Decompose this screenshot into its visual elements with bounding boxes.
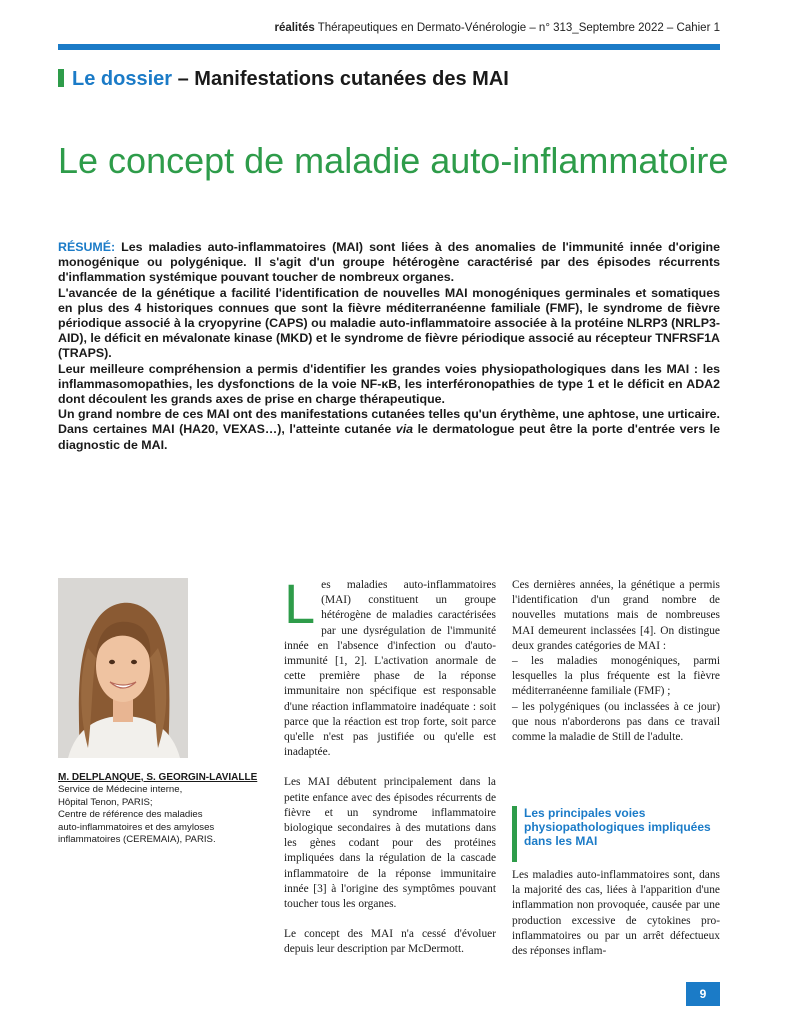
body-paragraph-2: Les MAI débutent principalement dans la petite enfance avec des épisodes récurrents de fièvre et un syndrome inflammatoire biologique secondaires à des mutations dans les gènes codant pour des protéines impliquées dans la régulation de la cascade inflammatoire de la réponse immunitaire innée [3] à l'origine des symptômes pouvant toucher tous les organes. xyxy=(284,776,496,911)
section-marker xyxy=(58,69,64,87)
page-number: 9 xyxy=(686,982,720,1006)
body-column-1 xyxy=(284,572,496,973)
body-paragraph-4: Ces dernières années, la génétique a permis l'identification d'un grand nombre de nouvelles mutations mais de nombreuses MAI demeurent inclassées [4]. On distingue deux grandes catégories de MAI : xyxy=(512,579,720,652)
section-label: Le dossier xyxy=(72,68,173,90)
author-affiliation-4: auto-inflammatoires et des amyloses xyxy=(58,821,215,833)
abstract-paragraph xyxy=(58,240,720,286)
abstract-text-via: via xyxy=(395,422,414,437)
section-topic: Manifestations cutanées des MAI xyxy=(194,68,509,90)
author-affiliation-5: inflammatoires (CEREMAIA), PARIS. xyxy=(58,834,216,846)
body-paragraph-1 xyxy=(284,572,496,760)
section-separator: – xyxy=(172,68,195,90)
body-paragraph-5: – les maladies monogéniques, parmi lesquelles la plus fréquente est la fièvre méditerranéenne familiale (FMF) ; xyxy=(512,655,720,698)
section-subheading: Les principales voies physiopathologiques impliquées dans les MAI xyxy=(512,806,720,848)
abstract-text-2: L'avancée de la génétique a facilité l'identification de nouvelles MAI monogéniques germinales et somatiques en plus des 4 historiques connues que sont la fièvre méditerranéenne familiale (FMF), le syndrome de fièvre périodique associé à la cryopyrine (CAPS) ou maladie auto-inflammatoire associée à la protéine NLRP3 (NRLP3-AID), le déficit en mévalonate kinase (MKD) et le syndrome de fièvre périodique associé au récepteur TNFRSF1A (TRAPS). xyxy=(58,285,720,361)
article-title: Le concept de maladie auto-inflammatoire xyxy=(58,140,729,181)
body-text-1: es maladies auto-inflammatoires (MAI) constituent un groupe hétérogène de maladies caractérisées par une dysrégulation de l'immunité innée en l'absence d'infection ou d'auto-immunité [1, 2]. L'activation anormale de cette première phase de la réponse immunitaire non spécifique est responsable d'une réaction inflammatoire inadéquate : soit parce que la réaction est trop forte, soit parce qu'elle n'est pas justifiée ou qu'elle est inadaptée. xyxy=(284,579,496,759)
author-affiliation-2: Hôpital Tenon, PARIS; xyxy=(58,796,153,808)
abstract-text-1: Les maladies auto-inflammatoires (MAI) sont liées à des anomalies de l'immunité innée d'origine monogénique ou polygénique. Il s'agit d'un groupe hétérogène caractérisé par des épisodes récurrents d'inflammation systémique pouvant toucher de nombreux organes. xyxy=(58,240,720,285)
body-column-2-continued xyxy=(512,868,720,959)
abstract-text-4b: le dermatologue peut être la porte d'entrée vers le diagnostic de MAI. xyxy=(58,422,720,452)
drop-cap: L xyxy=(284,572,316,635)
body-paragraph-6: – les polygéniques (ou inclassées à ce jour) que nous n'aborderons pas dans ce travail comme la maladie de Still de l'adulte. xyxy=(512,700,720,744)
abstract xyxy=(58,240,720,453)
section-title xyxy=(58,68,509,91)
body-paragraph-7: Les maladies auto-inflammatoires sont, dans la majorité des cas, liées à l'apparition d'une inflammation non provoquée, causée par une production excessive de cytokines pro-inflammatoires ou par un arrêt défectueux des réponses inflam- xyxy=(512,869,720,958)
abstract-text-4a: Un grand nombre de ces MAI ont des manifestations cutanées telles qu'un érythème, une aphtose, une urticaire. Dans certaines MAI (HA20, VEXAS…), l'atteinte cutanée xyxy=(58,407,720,437)
author-photo xyxy=(58,578,188,758)
author-names: M. DELPLANQUE, S. GEORGIN-LAVIALLE xyxy=(58,772,258,783)
abstract-paragraph-4 xyxy=(58,407,720,453)
author-affiliation-1: Service de Médecine interne, xyxy=(58,784,183,796)
header-rule xyxy=(58,44,720,50)
author-block xyxy=(58,772,258,846)
running-header xyxy=(274,22,720,34)
body-column-2 xyxy=(512,578,720,760)
author-affiliation-3: Centre de référence des maladies xyxy=(58,809,203,821)
body-paragraph-3: Le concept des MAI n'a cessé d'évoluer depuis leur description par McDermott. xyxy=(284,928,496,956)
journal-name: réalités xyxy=(274,22,315,34)
abstract-label: RÉSUMÉ: xyxy=(58,240,116,254)
abstract-text-3: Leur meilleure compréhension a permis d'identifier les grandes voies physiopathologiques dans les MAI : les inflammasomopathies, les dysfonctions de la voie NF-κB, les interféronopathies de type 1 et le déficit en ADA2 dont découlent les grands axes de prise en charge thérapeutique. xyxy=(58,361,720,407)
journal-issue: Thérapeutiques en Dermato-Vénérologie – n° 313_Septembre 2022 – Cahier 1 xyxy=(314,22,720,34)
